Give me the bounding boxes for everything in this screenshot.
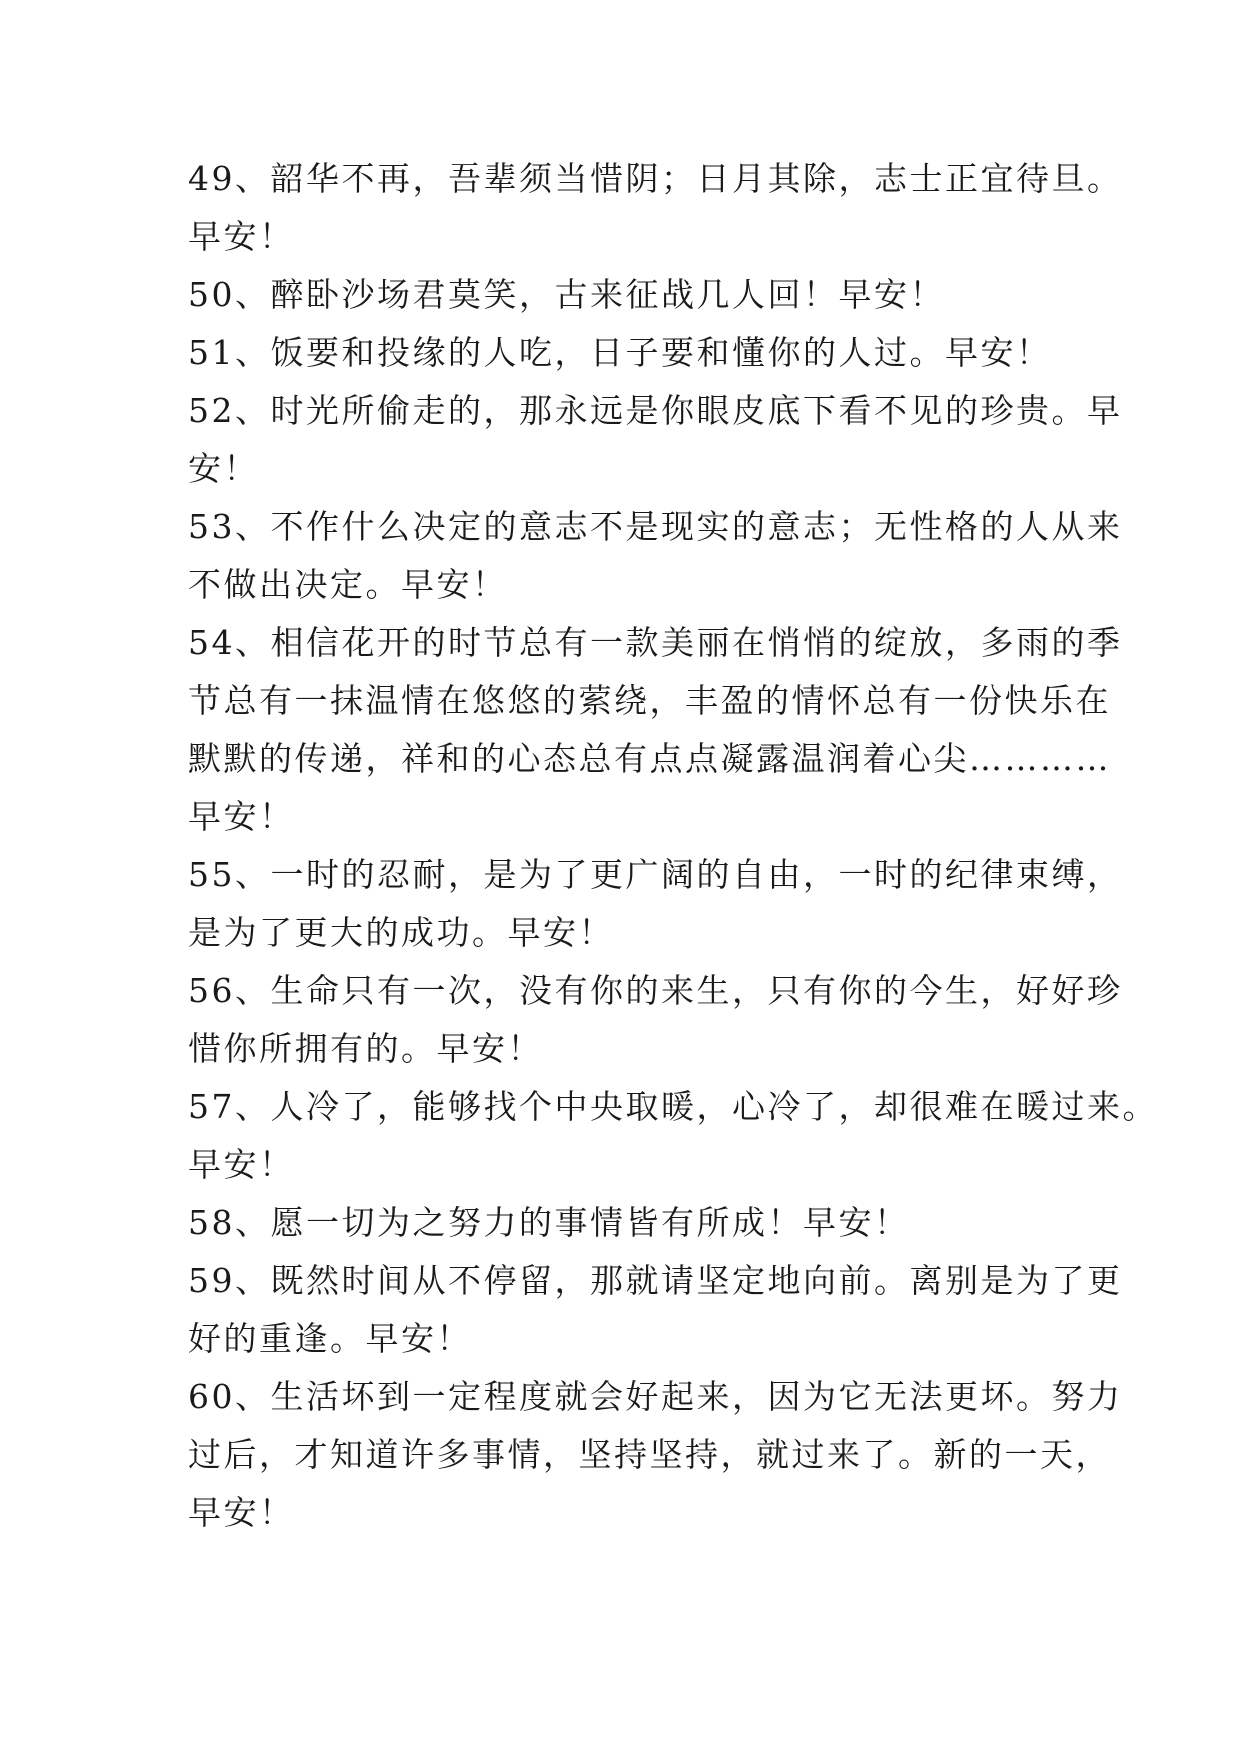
text-line: 默默的传递，祥和的心态总有点点凝露温润着心尖………… [188,739,1111,778]
text-line: 60、生活坏到一定程度就会好起来，因为它无法更坏。努力 [188,1377,1123,1416]
text-line: 53、不作什么决定的意志不是现实的意志；无性格的人从来 [188,507,1123,546]
text-line: 52、时光所偷走的，那永远是你眼皮底下看不见的珍贵。早 [188,391,1123,430]
text-line: 早安！ [188,797,295,836]
text-line: 安！ [188,449,259,488]
document-body [188,150,1158,1542]
text-line: 59、既然时间从不停留，那就请坚定地向前。离别是为了更 [188,1261,1123,1300]
text-line: 57、人冷了，能够找个中央取暖，心冷了，却很难在暖过来。 [188,1087,1158,1126]
text-line: 过后，才知道许多事情，坚持坚持，就过来了。新的一天， [188,1435,1111,1474]
text-line: 54、相信花开的时节总有一款美丽在悄悄的绽放，多雨的季 [188,623,1123,662]
text-line: 早安！ [188,1493,295,1532]
text-line: 51、饭要和投缘的人吃，日子要和懂你的人过。早安！ [188,333,1052,372]
text-line: 50、醉卧沙场君莫笑，古来征战几人回！早安！ [188,275,945,314]
text-line: 是为了更大的成功。早安！ [188,913,614,952]
text-line: 早安！ [188,1145,295,1184]
text-line: 节总有一抹温情在悠悠的萦绕，丰盈的情怀总有一份快乐在 [188,681,1111,720]
text-line: 早安！ [188,217,295,256]
text-line: 55、一时的忍耐，是为了更广阔的自由，一时的纪律束缚， [188,855,1123,894]
text-line: 不做出决定。早安！ [188,565,508,604]
text-line: 49、韶华不再，吾辈须当惜阴；日月其除，志士正宜待旦。 [188,159,1123,198]
text-line: 56、生命只有一次，没有你的来生，只有你的今生，好好珍 [188,971,1123,1010]
text-line: 58、愿一切为之努力的事情皆有所成！早安！ [188,1203,910,1242]
text-line: 惜你所拥有的。早安！ [188,1029,543,1068]
text-line: 好的重逢。早安！ [188,1319,472,1358]
